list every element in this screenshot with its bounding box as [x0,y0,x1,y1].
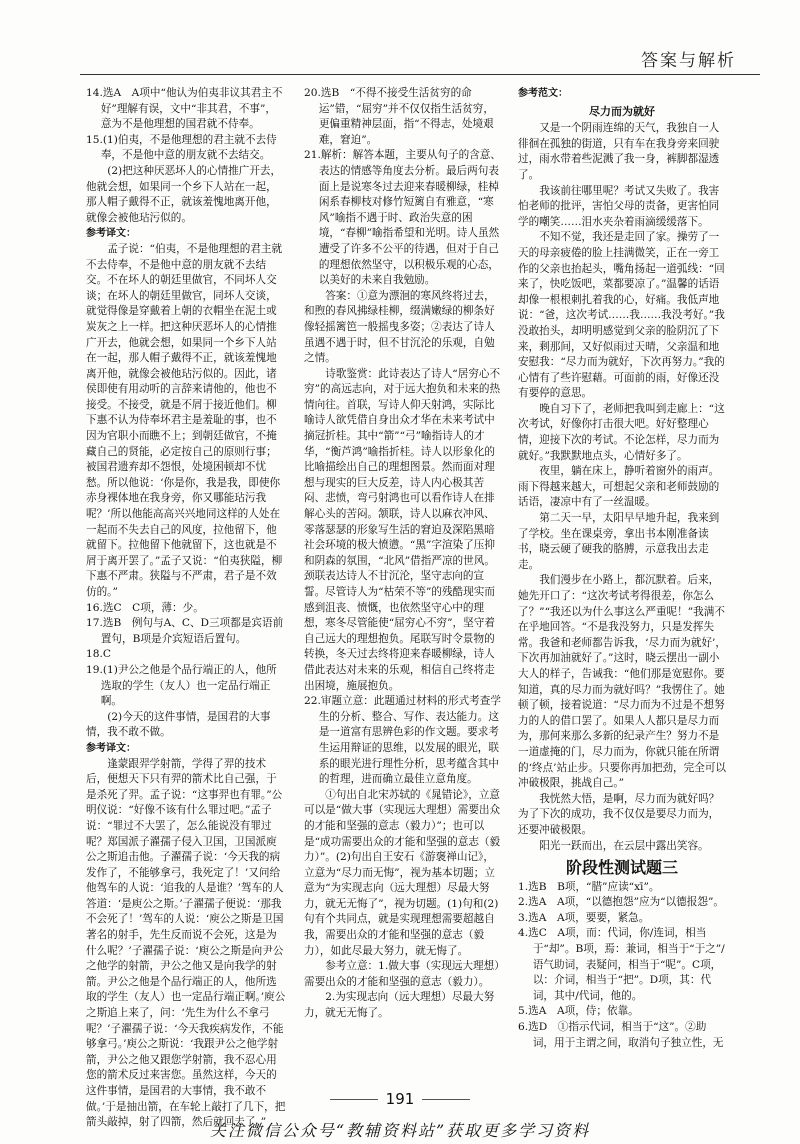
translation-text: 孟子说：“伯夷，不是他理想的君主就不去侍奉，不是他中意的朋友就不去结交。不在坏人的朝廷里做官，不同坏人交谈；在坏人的朝廷里做官，同坏人交谈，就觉得像是穿戴着上朝的衣帽坐在泥土或炭灰之上一样。把这种厌恶坏人的心情推广开去，他就会想，如果同一个乡下人站在一起，那人帽子戴得不正，就该羞愧地离开他，就像会被他玷污似的。因此，诸侯即使有用动听的言辞来请他的，他也不接受。不接受，就是不屑于接近他们。柳下惠不认为侍奉坏君主是羞耻的事，也不因为官职小而瞧不上；到朝廷做官，不掩藏自己的贤能，必定按自己的原则行事；被国君遗弃却不怨恨，处境困顿却不忧愁。所以他说：‘你是你，我是我，即使你赤身裸体地在我身旁，你又哪能玷污我呢？’所以他能高高兴兴地同这样的人处在一起而不失去自己的风度，拉他留下，他就留下。拉他留下他就留下，这也就是不屑于离开罢了。”孟子又说：“伯夷狭隘，柳下惠不严肃。狭隘与不严肃，君子是不效仿的。” [86,242,283,598]
test-answer-1: 1.选B B项，“腊”应读“xī”。 [518,880,660,893]
page-number [0,1090,800,1108]
answer-15-1: 15.(1)伯夷，不是他理想的君主就不去侍奉，不是他中意的朋友就不去结交。 [86,133,277,162]
essay-paragraph: 晚自习下了，老师把我叫到走廊上：“这次考试，好像你打击很大吧。好好整理心情，迎接下次的考试。不论怎样，尽力而为就好。”我默默地点头，心情好多了。 [518,402,725,462]
answer-15-2: (2)把这种厌恶坏人的心情推广开去，他就会想，如果同一个乡下人站在一起，那人帽子戴得不正，就该羞愧地离开他，就像会被他玷污似的。 [86,164,282,224]
essay-paragraph: 又是一个阴雨连绵的天气，我独自一人徘徊在孤独的街道，只有车在我身旁来回驶过，雨水带着些泥溅了我一身，裤脚都湿透了。 [518,122,720,181]
answer-21: 答案：①意为漂洄的寒风终将过去，和煦的春风拂绿桂柳，缀满嫩绿的柳条好像轻摇篱笆一般摇曳多姿；②表达了诗人虽遇不遇于时，但不甘沉沦的乐观，自勉之情。 [304,289,495,365]
test-answer-2: 2.选A A项，“以德抱怨”应为“以德报怨”。 [518,896,724,909]
essay-paragraph: 阳光一跃而出，在云层中露出笑容。 [539,839,709,852]
test-answer-4: 4.选C A项，而：代词，你/连词，相当于“却”。B项，焉：兼词，相当于“于之”/语气助词，表疑问，相当于“呢”。C项，以：介词，相当于“把”。D项，其：代词，其中/代词，他的。 [518,927,725,1002]
answer-21-analysis: 21.解析：解答本题，主要从句子的含意、表达的情感等角度去分析。最后两句表面上是说寒冬过去迎来春暖柳绿，桂棹闲系春柳枝对修竹短篱自有雅意，“寒风”喻指不遇于时、政治失意的困境，“春柳”喻指希望和光明。诗人虽然遭受了许多不公平的待遇，但对于自己的理想依然坚守，以积极乐观的心态，以美好的未来自我勉励。 [304,149,501,287]
translation-label-2: 参考译文： [86,742,136,754]
answer-19-1: 19.(1)尹公之他是个品行端正的人，他所选取的学生（友人）也一定品行端正啊。 [86,663,277,708]
header-rule [80,74,760,75]
footer-note: 关注微信公众号“教辅资料站”获取更多学习资料 [209,1121,591,1140]
essay-title: 尽力而为就好 [589,104,655,118]
test-answer-3: 3.选A A项，要要，紧急。 [518,911,650,924]
essay-paragraph: 我该前往哪里呢？考试又失败了。我害怕老师的批评，害怕父母的责备，更害怕同学的嘲笑……泪水夹杂着雨滴缓缓落下。 [518,184,720,228]
answer-16: 16.选C C项，薄：少。 [86,601,204,614]
page-header [0,0,800,80]
translation-label: 参考译文： [86,228,136,240]
translation-text-2: 逢蒙跟羿学射箭，学得了羿的技术后，便想天下只有羿的箭术比自己强，于是杀死了羿。孟子说：“这事羿也有罪。”公明仪说：“好像不该有什么罪过吧。”孟子说：“罪过不大罢了，怎么能说没有罪过呢？郑国派子濯孺子侵入卫国，卫国派庾公之斯追击他。子濯孺子说：‘今天我的病发作了，不能够拿弓，我死定了！’又问给他驾车的人说：‘追我的人是谁？’驾车的人答道：‘是庾公之斯。’子濯孺子便说：‘那我不会死了！’驾车的人说：‘庾公之斯是卫国著名的射手，先生反而说不会死，这是为什么呢？’子濯孺子说：‘庾公之斯是向尹公之他学的射箭，尹公之他又是向我学的射箭。尹公之他是个品行端正的人，他所选取的学生（友人）也一定品行端正啊。’庾公之斯追上来了，问：‘先生为什么不拿弓呢？’子濯孺子说：‘今天我疾病发作，不能够拿弓。’庾公之斯说：‘我跟尹公之他学射箭，尹公之他又跟您学射箭，我不忍心用您的箭术反过来害您。虽然这样，今天的这件事情，是国君的大事情，我不敢不做。’于是抽出箭，在车轮上敲打了几下，把箭头敲掉，射了四箭，然后就回去了。” [86,757,286,1129]
page-number-text: 191 [385,1090,415,1108]
reference-idea-2: 2.为实现志向（远大理想）尽最大努力，就无无悔了。 [304,991,495,1020]
column-right [518,86,726,1132]
essay-paragraph: 不知不觉，我还是走回了家。操劳了一天的母亲疲倦的脸上挂满微笑，正在一旁工作的父亲也抬起头，嘴角扬起一道弧线：“回来了，快吃饭吧，菜都要凉了。”温馨的话语却像一根根刺扎着我的心，好痛。我低声地说：“爸，这次考试……我……我没考好。”我没敢抬头，却明明感觉到父亲的脸阴沉了下来，剩那间，又好似雨过天晴，父亲温和地安慰我：“尽力而为就好，下次再努力。”我的心情有了些许慰藉。可面前的雨，好像还没有要停的意思。 [518,231,725,400]
essay-paragraph: 我恍然大悟，是啊，尽力而为就好吗？为了下次的成功，我不仅仅是要尽力而为，还要冲破极限。 [518,792,720,836]
essay-paragraph: 夜里，躺在床上，静听着窗外的雨声。雨下得越来越大，可想起父亲和老师鼓励的话语，凄凉中有了一丝温暖。 [518,465,720,509]
reference-idea-1: 参考立意：1.做大事（实现远大理想）需要出众的才能和坚强的意志（毅力）。 [304,960,500,988]
answer-17: 17.选B 例句与A、C、D三项都是宾语前置句，B项是介宾短语后置句。 [86,617,284,645]
essay-paragraph: 第二天一早，太阳早早地升起，我来到了学校。坐在课桌旁，拿出书本刚准备读书，晓云硬了硬我的胳膊，示意我出去走走。 [518,512,720,571]
model-essay-label: 参考范文： [518,88,568,99]
answer-20: 20.选B “不得不接受生活贫穷的命运”错，“屈穷”并不仅仅指生活贫穷，更偏重精神层面，指“不得志，处境艰难，窘迫”。 [304,87,494,146]
answer-14: 14.选A A项中“他认为伯夷非议其君主不好”理解有误，文中“非其君，不事”，意为不是他理想的国君就不侍奉。 [86,87,283,131]
essay-paragraph: 我们漫步在小路上，都沉默着。后来，她先开口了：“这次考试考得很差，你怎么了？”“我还以为什么事这么严重呢！”我满不在乎地回答。“不是我没努力，只是发挥失常。我爸和老师都告诉我，‘尽力而为就好’，下次再加油就好了。”这时，晓云摆出一副小大人的样子，告诫我：“他们那是宽慰你。要知道，真的尽力而为就好吗？”我愣住了。她顿了顿，接着说道：“尽力而为不过是不想努力的人的借口罢了。如果人人都只是尽力而为，那何来那么多新的纪录产生？努力不是一道虚掩的门，尽力而为，你就只能在所谓的‘终点’站止步。只要你再加把劲，完全可以冲破极限，挑战自己。” [518,574,726,790]
column-middle [304,86,504,1132]
test-answer-5: 5.选A A项，侍；依靠。 [518,1005,639,1018]
page-number-dash [422,1099,470,1100]
section-title: 阶段性测试题三 [565,858,678,878]
answer-22-analysis: ①句出自北宋苏轼的《晁错论》，立意可以是“做大事（实现远大理想）需要出众的才能和坚强的意志（毅力）”；也可以是“成功需要出众的才能和坚强的意志（毅力）”。(2)句出自王安石《游褒禅山记》，立意为“尽力而无悔”，视为基本切题；立意为“为实现志向（远大理想）尽最大努力，就无无悔了”，视为切题。(1)句和(2)句有个共同点，就是实现理想需要超越自我，需要出众的才能和坚强的意志（毅力），如此尽最大努力，就无悔了。 [304,788,501,957]
answer-18: 18.C [86,648,111,661]
column-left [86,86,286,1132]
test-answer-6: 6.选D ①指示代词，相当于“这”。②助词，用于主谓之间，取消句子独立性，无 [518,1021,724,1049]
poem-appreciation: 诗歌鉴赏：此诗表达了诗人“居穷心不穷”的高远志向，对于远大抱负和未来的热情向往。首联，写诗人仰天射鸿，实际比喻诗人欲凭借自身出众才华在未来考试中摘冠折桂。其中“箭”“弓”喻指诗人的才华，“衡芦鸿”喻指折桂。诗人以形象化的比喻描绘出自己的理想图景。然而面对理想与现实的巨大反差，诗人内心极其苦闷、悲愤，弯弓射鸿也可以看作诗人在排解心头的苦闷。颔联，诗人以麻衣冲风、零落瑟瑟的形象写生活的窘迫及深陷黑暗社会环境的极大愤懑。“黑”字渲染了压抑和阴森的氛围，“北风”借指严凉的世风。颈联表达诗人不甘沉沦，坚守志向的宣誓。尽管诗人为“枯荣不等”的残酷现实而感到沮丧、愤慨，也依然坚守心中的理想，寒冬尽管能使“屈穷心不穷”，坚守着自己远大的理想抱负。尾联写时令景物的转换，冬天过去终将迎来春暖柳绿，诗人借此表达对未来的乐观，相信自己终将走出困境，施展抱负。 [304,367,501,692]
answer-22-topic: 22.审题立意：此题通过材料的形式考查学生的分析、整合、写作、表达能力。这是一道富有思辨色彩的作文题。要求考生运用辩证的思维，以发展的眼光，联系的眼光进行理性分析，思考蕴含其中的哲理，进而确立最佳立意角度。 [304,695,501,786]
page-number-dash [330,1099,378,1100]
answer-19-2: (2)今天的这件事情，是国君的大事情，我不敢不做。 [86,710,271,739]
header-title: 答案与解析 [641,51,736,71]
